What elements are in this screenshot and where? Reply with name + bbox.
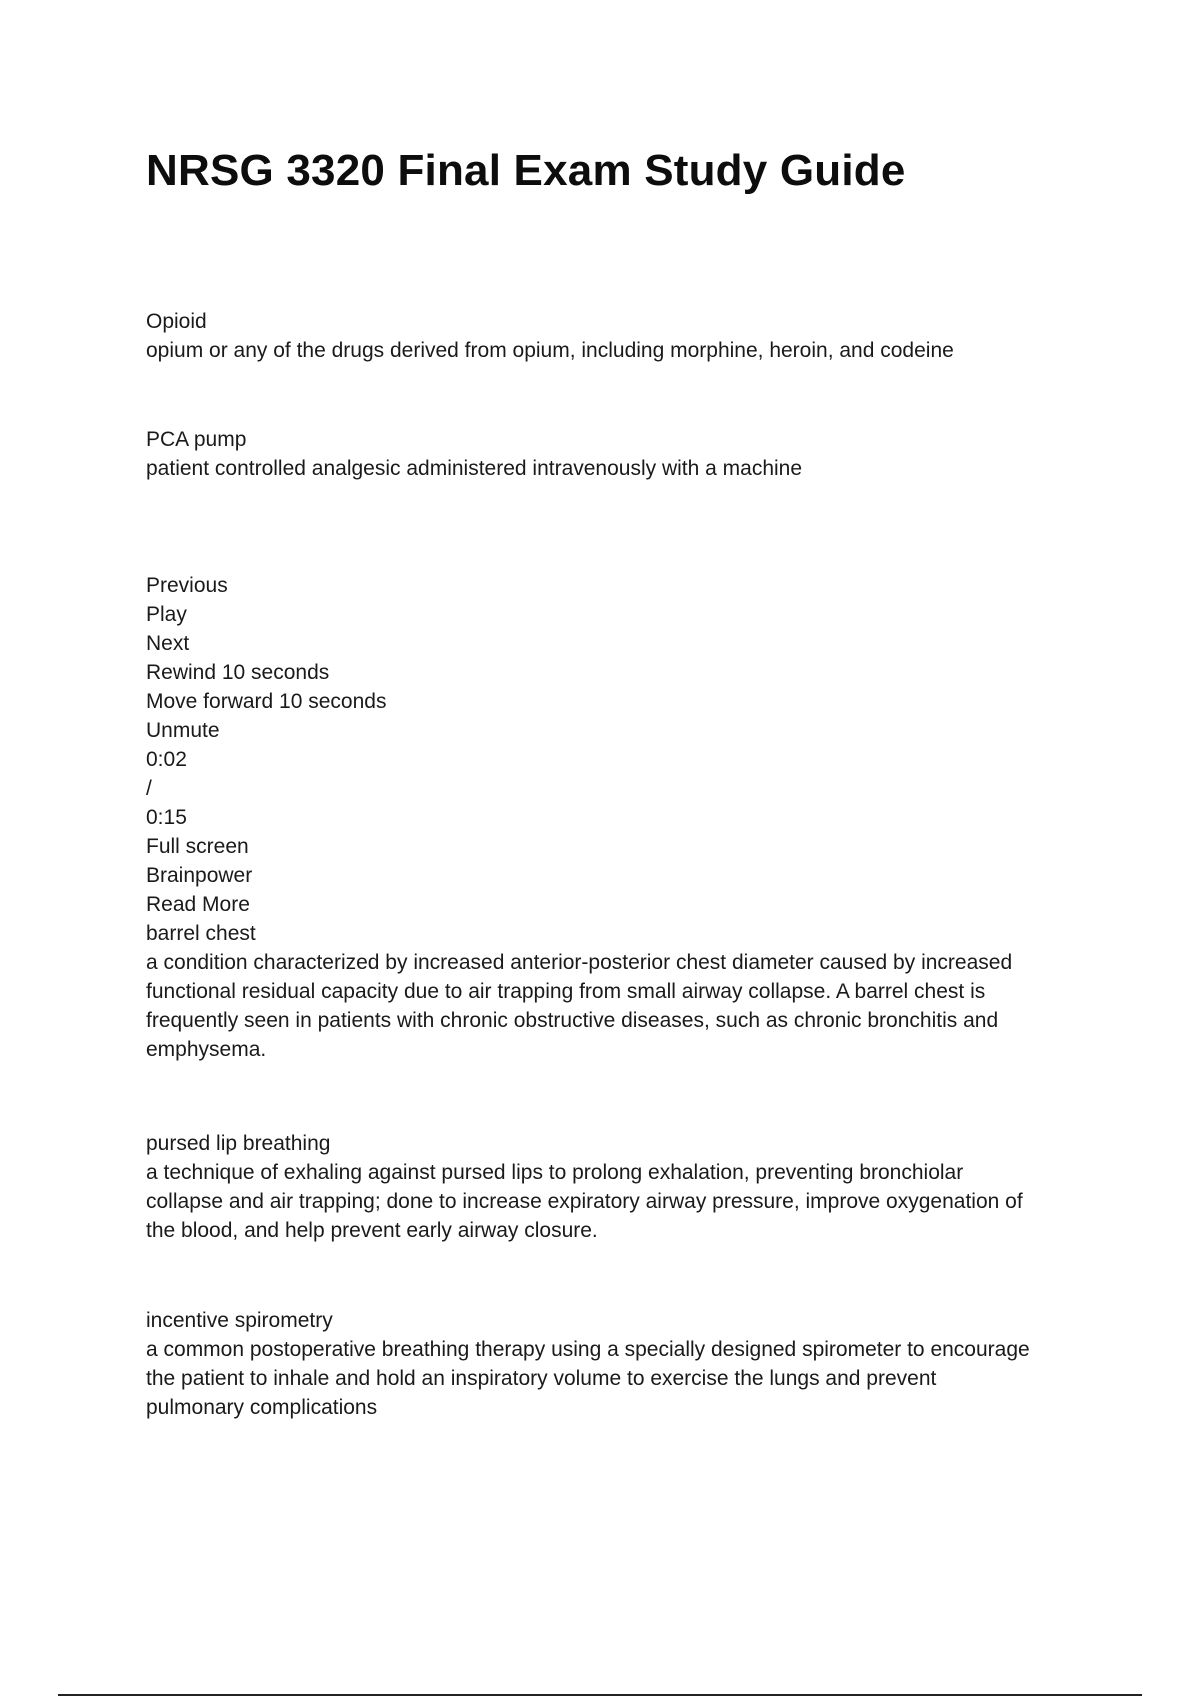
definition-pursed-lip-line: a technique of exhaling against pursed lips to prolong exhalation, preventing bronchiolar [146,1161,964,1184]
flashcard-incentive-spirometry [146,1306,1030,1422]
definition-incentive-line: the patient to inhale and hold an inspiratory volume to exercise the lungs and prevent [146,1367,937,1390]
unmute-button[interactable]: Unmute [146,719,220,742]
media-player-and-barrel-chest [146,571,1012,1064]
definition-pursed-lip-line: the blood, and help prevent early airway closure. [146,1219,598,1242]
flashcard-opioid [146,307,954,365]
definition-pursed-lip-line: collapse and air trapping; done to increase expiratory airway pressure, improve oxygenation of [146,1190,1023,1213]
definition-barrel-chest-line: a condition characterized by increased anterior-posterior chest diameter caused by increased [146,951,1013,974]
next-button[interactable]: Next [146,632,190,655]
definition-pca-pump: patient controlled analgesic administered intravenously with a machine [146,457,803,480]
brainpower-label: Brainpower [146,864,253,887]
definition-barrel-chest-line: functional residual capacity due to air trapping from small airway collapse. A barrel chest is [146,980,986,1003]
previous-button[interactable]: Previous [146,574,228,597]
term-opioid: Opioid [146,310,207,333]
definition-incentive-line: pulmonary complications [146,1396,378,1419]
play-button[interactable]: Play [146,603,187,626]
term-pca-pump: PCA pump [146,428,247,451]
definition-barrel-chest-line: emphysema. [146,1038,267,1061]
definition-opioid: opium or any of the drugs derived from opium, including morphine, heroin, and codeine [146,339,954,362]
duration: 0:15 [146,806,187,829]
bottom-divider [58,1694,1142,1696]
current-time: 0:02 [146,748,187,771]
term-incentive-spirometry: incentive spirometry [146,1309,333,1332]
flashcard-pursed-lip-breathing [146,1129,1023,1245]
fullscreen-button[interactable]: Full screen [146,835,249,858]
forward-button[interactable]: Move forward 10 seconds [146,690,387,713]
page-title: NRSG 3320 Final Exam Study Guide [146,146,906,195]
time-separator: / [146,777,152,800]
term-barrel-chest: barrel chest [146,922,256,945]
definition-barrel-chest-line: frequently seen in patients with chronic obstructive diseases, such as chronic bronchitis and [146,1009,999,1032]
term-pursed-lip-breathing: pursed lip breathing [146,1132,331,1155]
read-more-link[interactable]: Read More [146,893,250,916]
rewind-button[interactable]: Rewind 10 seconds [146,661,330,684]
definition-incentive-line: a common postoperative breathing therapy using a specially designed spirometer to encourage [146,1338,1030,1361]
flashcard-pca-pump [146,425,802,483]
